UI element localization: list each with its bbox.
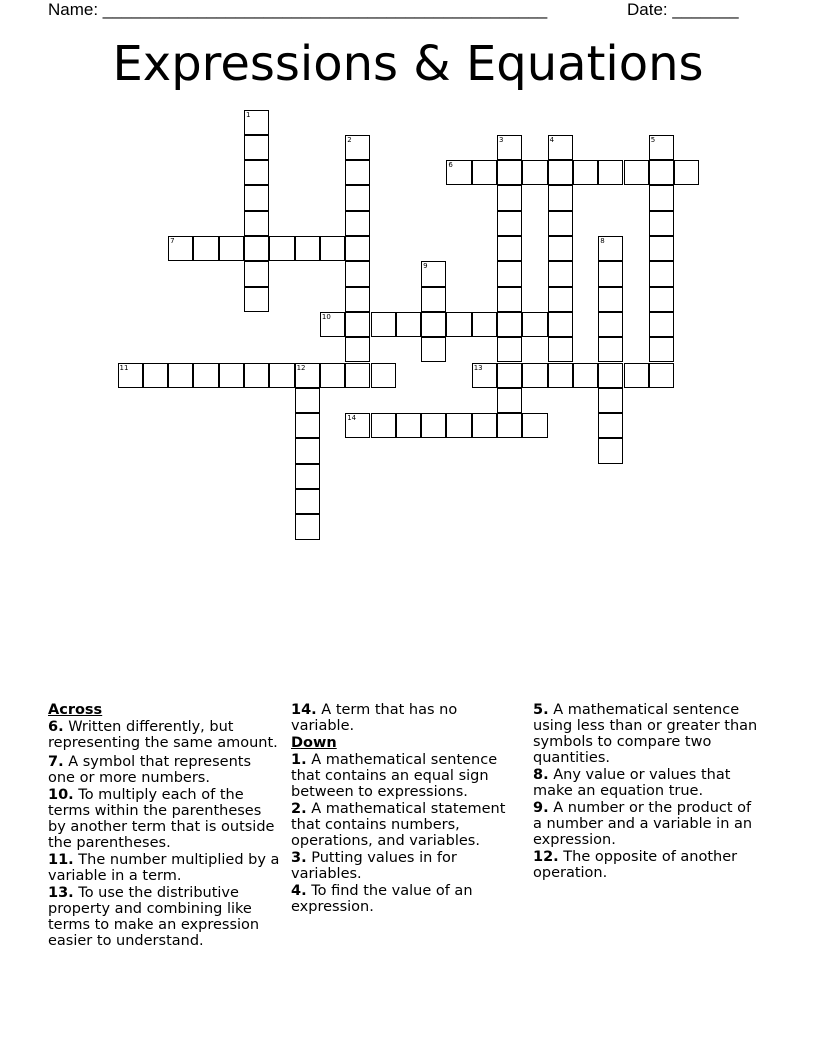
grid-cell[interactable]	[421, 413, 446, 438]
clue-number-label: 2	[347, 135, 352, 144]
clue-number: 4.	[291, 883, 307, 899]
clue-number: 13.	[48, 885, 74, 901]
grid-cell[interactable]	[649, 211, 674, 236]
grid-cell[interactable]	[244, 363, 269, 388]
clue-number-label: 4	[549, 135, 555, 144]
clue-number-label: 5	[650, 135, 656, 144]
grid-cell[interactable]	[143, 363, 168, 388]
grid-cell[interactable]	[320, 236, 345, 261]
grid-cell[interactable]	[193, 236, 218, 261]
grid-cell[interactable]	[295, 236, 320, 261]
grid-cell[interactable]	[522, 363, 547, 388]
clue-down-9	[533, 800, 761, 848]
clue-across-13	[48, 885, 280, 949]
grid-cell[interactable]	[472, 413, 497, 438]
grid-cell[interactable]	[497, 388, 522, 413]
grid-cell[interactable]	[497, 287, 522, 312]
grid-cell[interactable]	[548, 261, 573, 286]
clue-down-2	[291, 801, 516, 849]
clue-column-2	[291, 702, 516, 916]
clue-number-label: 3	[499, 135, 504, 144]
grid-cell[interactable]	[598, 363, 623, 388]
grid-cell[interactable]	[371, 413, 396, 438]
clue-text: A symbol that represents one or more numbers.	[48, 754, 252, 786]
clue-number-label: 1	[246, 110, 251, 119]
grid-cell[interactable]	[244, 287, 269, 312]
grid-cell[interactable]	[421, 337, 446, 362]
grid-cell[interactable]	[497, 261, 522, 286]
grid-cell[interactable]	[497, 211, 522, 236]
grid-cell[interactable]	[244, 211, 269, 236]
clue-number-label: 11	[119, 363, 129, 372]
grid-cell[interactable]	[295, 514, 320, 539]
clue-number-label: 13	[473, 363, 483, 372]
grid-cell[interactable]	[345, 312, 370, 337]
clue-across-6	[48, 719, 280, 751]
clue-number-label: 10	[321, 312, 331, 321]
clue-text: A mathematical sentence using less than or greater than symbols to compare two quantities.	[533, 702, 758, 766]
grid-cell[interactable]	[674, 160, 699, 185]
clue-text: Any value or values that make an equation true.	[533, 767, 731, 799]
clue-number: 3.	[291, 850, 307, 866]
grid-cell[interactable]	[649, 185, 674, 210]
clue-down-3	[291, 850, 516, 882]
grid-cell[interactable]	[649, 160, 674, 185]
grid-cell[interactable]	[598, 413, 623, 438]
grid-cell[interactable]	[548, 337, 573, 362]
clue-down-8	[533, 767, 761, 799]
grid-cell[interactable]	[548, 160, 573, 185]
grid-cell[interactable]	[522, 160, 547, 185]
grid-cell[interactable]	[598, 261, 623, 286]
grid-cell[interactable]	[598, 287, 623, 312]
clue-across-14	[291, 702, 516, 734]
clue-down-5	[533, 702, 761, 766]
clue-number: 2.	[291, 801, 307, 817]
grid-cell[interactable]	[371, 363, 396, 388]
clue-number: 8.	[533, 767, 549, 783]
clue-number: 12.	[533, 849, 559, 865]
grid-cell[interactable]	[168, 363, 193, 388]
grid-cell[interactable]	[649, 261, 674, 286]
grid-cell[interactable]	[624, 363, 649, 388]
grid-cell[interactable]	[320, 363, 345, 388]
grid-cell[interactable]	[345, 261, 370, 286]
grid-cell[interactable]	[295, 438, 320, 463]
clue-text: A number or the product of a number and a variable in an expression.	[533, 800, 753, 848]
clue-text: The opposite of another operation.	[533, 849, 738, 881]
grid-cell[interactable]	[472, 160, 497, 185]
grid-cell[interactable]	[269, 236, 294, 261]
clue-text: Written differently, but representing the same amount.	[48, 719, 278, 751]
grid-cell[interactable]	[497, 363, 522, 388]
clue-column-3	[533, 702, 761, 882]
grid-cell[interactable]	[573, 363, 598, 388]
grid-cell[interactable]	[649, 312, 674, 337]
grid-cell[interactable]	[345, 287, 370, 312]
grid-cell[interactable]	[548, 312, 573, 337]
grid-cell[interactable]	[295, 413, 320, 438]
clue-number-label: 8	[600, 237, 605, 245]
clue-column-1	[48, 702, 280, 950]
clue-text: To multiply each of the terms within the parentheses by another term that is outside the parentheses.	[48, 787, 275, 851]
grid-cell[interactable]	[421, 312, 446, 337]
grid-cell[interactable]	[345, 185, 370, 210]
grid-cell[interactable]	[446, 312, 471, 337]
grid-cell[interactable]	[219, 236, 244, 261]
grid-cell[interactable]	[244, 261, 269, 286]
grid-cell[interactable]	[497, 413, 522, 438]
clue-number: 7.	[48, 754, 64, 770]
down-heading: Down	[291, 735, 337, 751]
clue-across-7	[48, 754, 280, 786]
across-heading: Across	[48, 702, 103, 718]
clue-number-label: 6	[448, 161, 453, 170]
grid-cell[interactable]	[396, 312, 421, 337]
grid-cell[interactable]	[497, 160, 522, 185]
grid-cell[interactable]	[649, 236, 674, 261]
grid-cell[interactable]	[522, 413, 547, 438]
clue-number-label: 12	[296, 363, 306, 372]
grid-cell[interactable]	[598, 312, 623, 337]
grid-cell[interactable]	[193, 363, 218, 388]
grid-cell[interactable]	[345, 337, 370, 362]
grid-cell[interactable]	[497, 185, 522, 210]
clue-number: 11.	[48, 852, 74, 868]
clue-number: 5.	[533, 702, 549, 718]
grid-cell[interactable]	[649, 337, 674, 362]
page-title: Expressions & Equations	[112, 36, 704, 92]
grid-cell[interactable]	[244, 135, 269, 160]
grid-cell[interactable]	[649, 363, 674, 388]
clue-text: A mathematical sentence that contains an equal sign between to expressions.	[291, 752, 498, 800]
clue-number-label: 14	[347, 414, 357, 423]
clue-number: 1.	[291, 752, 307, 768]
grid-cell[interactable]	[624, 160, 649, 185]
grid-cell[interactable]	[421, 287, 446, 312]
grid-cell[interactable]	[269, 363, 294, 388]
clue-text: A term that has no variable.	[291, 702, 458, 734]
grid-cell[interactable]	[548, 185, 573, 210]
grid-cell[interactable]	[244, 236, 269, 261]
grid-cell[interactable]	[497, 236, 522, 261]
clue-number: 10.	[48, 787, 74, 803]
grid-cell[interactable]	[548, 211, 573, 236]
grid-cell[interactable]	[598, 160, 623, 185]
grid-cell[interactable]	[649, 287, 674, 312]
clue-text: A mathematical statement that contains numbers, operations, and variables.	[291, 801, 506, 849]
grid-cell[interactable]	[598, 337, 623, 362]
grid-cell[interactable]	[345, 236, 370, 261]
grid-cell[interactable]	[244, 160, 269, 185]
grid-cell[interactable]	[472, 312, 497, 337]
clue-number-label: 9	[423, 262, 428, 271]
clue-text: To use the distributive property and combining like terms to make an expression easier to understand.	[48, 885, 260, 949]
clue-text: Putting values in for variables.	[291, 850, 457, 882]
grid-cell[interactable]	[345, 160, 370, 185]
grid-cell[interactable]	[522, 312, 547, 337]
grid-cell[interactable]	[497, 337, 522, 362]
clue-number: 6.	[48, 719, 64, 735]
date-field-label: Date: _______	[627, 0, 739, 19]
clue-number: 14.	[291, 702, 317, 718]
grid-cell[interactable]	[548, 236, 573, 261]
clue-down-1	[291, 752, 516, 800]
grid-cell[interactable]	[497, 312, 522, 337]
clue-down-12	[533, 849, 761, 881]
grid-cell[interactable]	[573, 160, 598, 185]
grid-cell[interactable]	[396, 413, 421, 438]
grid-cell[interactable]	[371, 312, 396, 337]
grid-cell[interactable]	[244, 185, 269, 210]
clue-across-10	[48, 787, 280, 851]
grid-cell[interactable]	[295, 464, 320, 489]
clue-across-11	[48, 852, 280, 884]
grid-cell[interactable]	[548, 287, 573, 312]
clue-number-label: 7	[170, 237, 175, 245]
clue-number: 9.	[533, 800, 549, 816]
grid-cell[interactable]	[345, 363, 370, 388]
clue-text: To find the value of an expression.	[291, 883, 473, 915]
grid-cell[interactable]	[548, 363, 573, 388]
clue-text: The number multiplied by a variable in a term.	[48, 852, 280, 884]
name-field-label: Name: _______________________________________________	[48, 0, 548, 19]
grid-cell[interactable]	[219, 363, 244, 388]
grid-cell[interactable]	[345, 211, 370, 236]
grid-cell[interactable]	[446, 413, 471, 438]
grid-cell[interactable]	[295, 489, 320, 514]
grid-cell[interactable]	[598, 388, 623, 413]
grid-cell[interactable]	[598, 438, 623, 463]
clue-down-4	[291, 883, 516, 915]
grid-cell[interactable]	[295, 388, 320, 413]
